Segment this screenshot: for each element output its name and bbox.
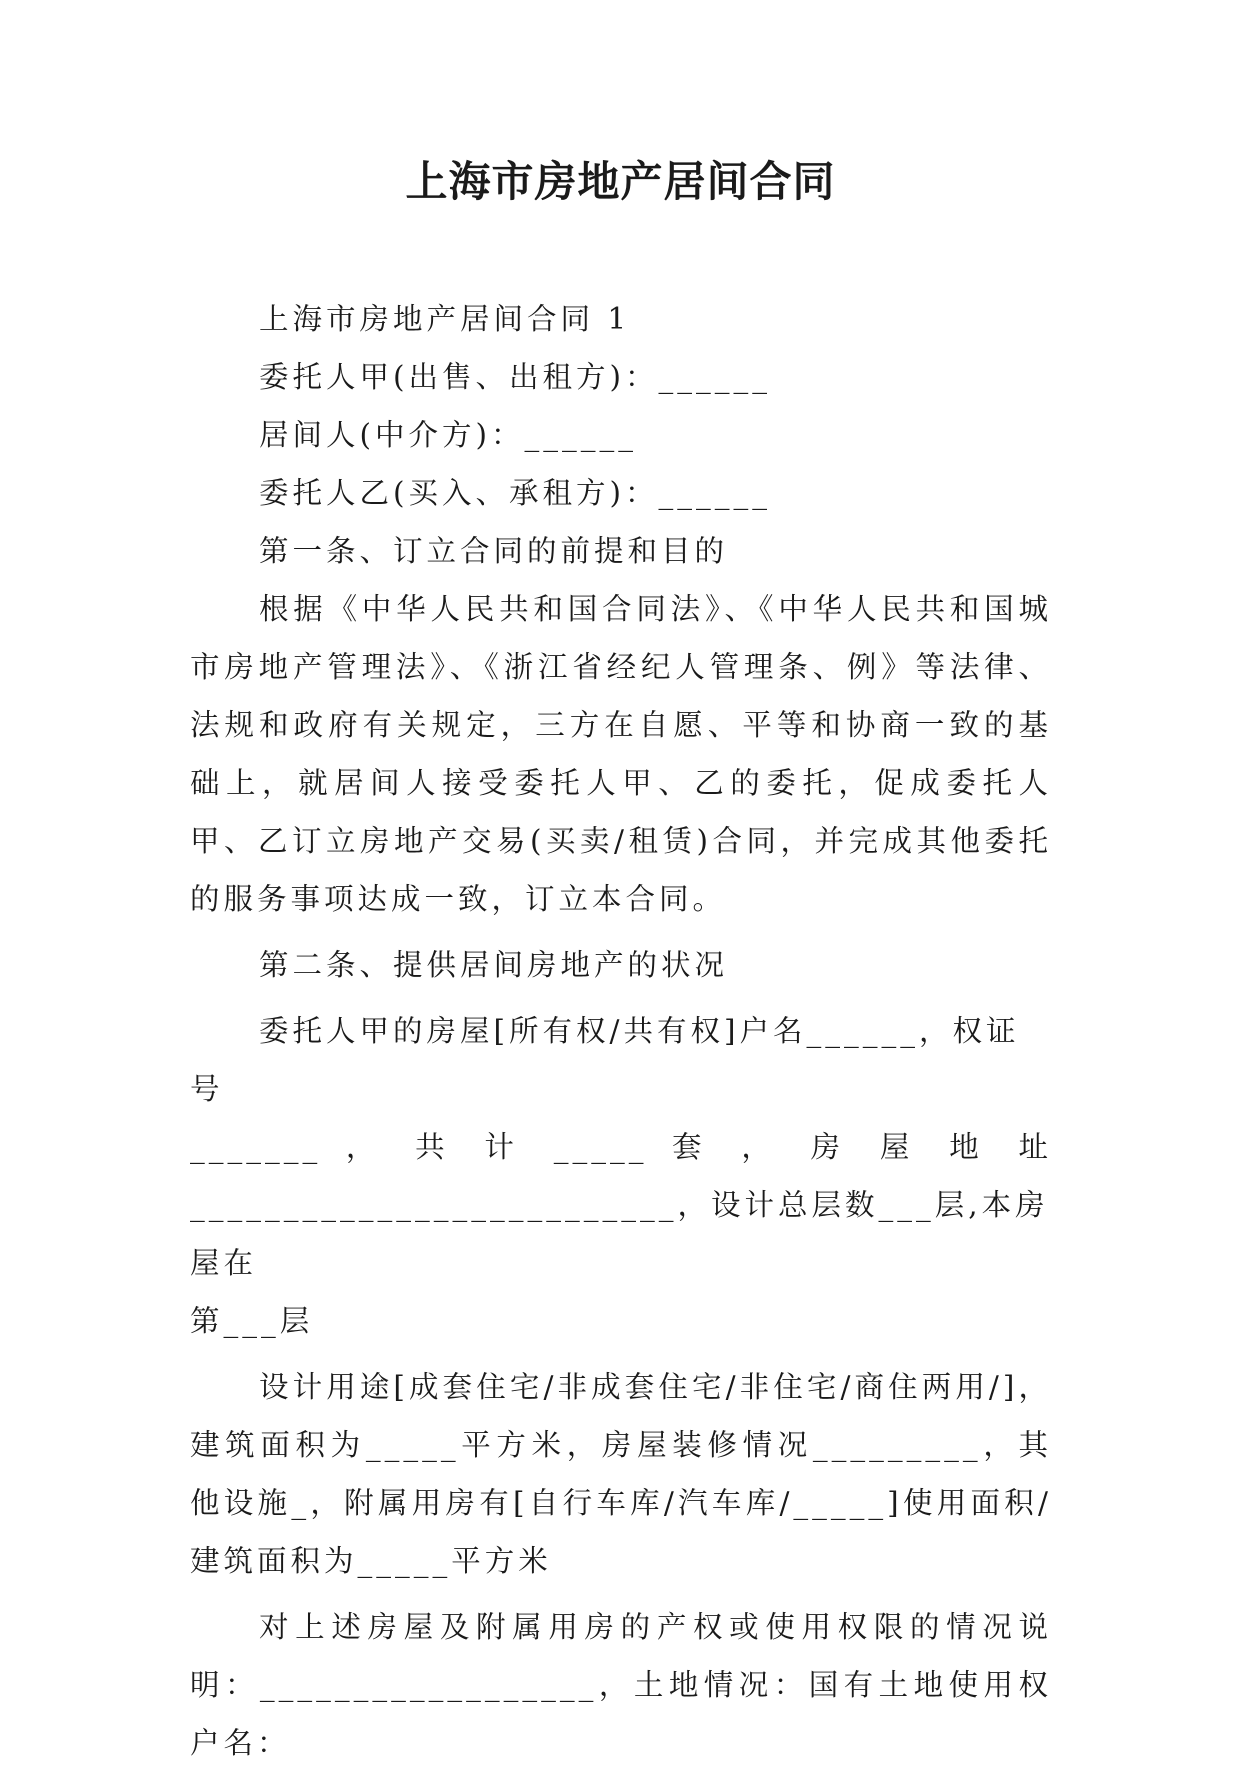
property-floor-line: 第___层 — [190, 1304, 314, 1338]
party-b-line: 委托人乙(买入、承租方)：______ — [259, 476, 772, 510]
document-title: 上海市房地产居间合同 — [405, 157, 836, 206]
property-count-line: _______ ， 共 计 _____ 套 ， 房 屋 地 址 — [190, 1130, 1052, 1164]
contract-subtitle: 上海市房地产居间合同 1 — [259, 302, 631, 336]
property-rights-paragraph: 对上述房屋及附属用房的产权或使用权限的情况说明：__________________，土地情况：国有土地使用权户名： — [190, 1610, 1052, 1760]
property-owner-line: 委托人甲的房屋[所有权/共有权]户名______，权证号 — [190, 1014, 1020, 1106]
property-address-line: __________________________，设计总层数___层,本房屋在 — [190, 1188, 1049, 1280]
intermediary-line: 居间人(中介方)：______ — [259, 418, 638, 452]
party-a-line: 委托人甲(出售、出租方)：______ — [259, 360, 772, 394]
document-body — [190, 290, 1052, 1772]
article-1-body: 根据《中华人民共和国合同法》、《中华人民共和国城市房地产管理法》、《浙江省经纪人管理条、例》等法律、法规和政府有关规定，三方在自愿、平等和协商一致的基础上，就居间人接受委托人甲、乙的委托，促成委托人甲、乙订立房地产交易(买卖/租赁)合同，并完成其他委托的服务事项达成一致，订立本合同。 — [190, 592, 1052, 916]
article-2-heading: 第二条、提供居间房地产的状况 — [259, 948, 729, 982]
article-1-heading: 第一条、订立合同的前提和目的 — [259, 534, 729, 568]
property-usage-paragraph: 设计用途[成套住宅/非成套住宅/非住宅/商住两用/]，建筑面积为_____平方米，房屋装修情况_________，其他设施_，附属用房有[自行车库/汽车库/_____]使用面积/建筑面积为_____平方米 — [190, 1370, 1052, 1578]
